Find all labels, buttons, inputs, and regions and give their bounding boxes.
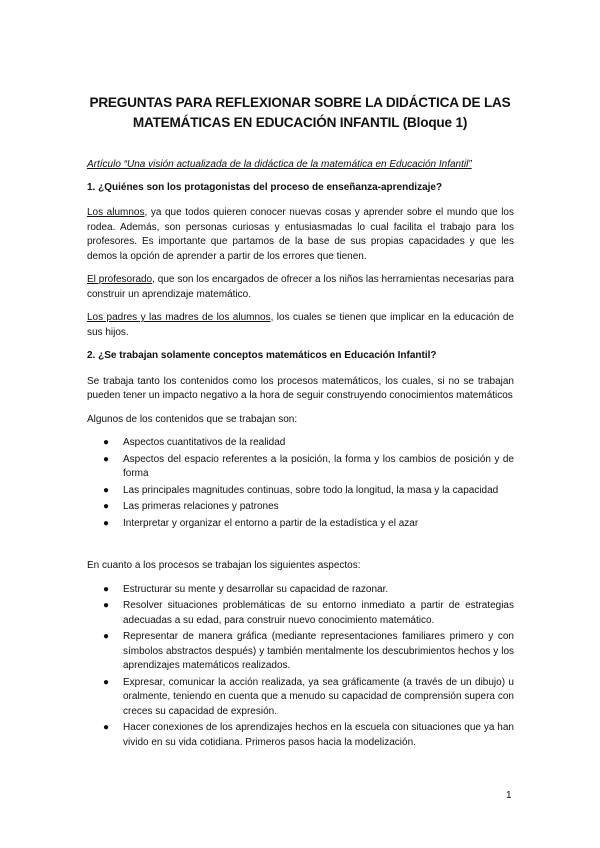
list-item: ● Estructurar su mente y desarrollar su capacidad de razonar. — [87, 583, 514, 598]
bullet-icon: ● — [103, 600, 110, 611]
list-item: ● Hacer conexiones de los aprendizajes hechos en la escuela con situaciones que ya han vivido en su vida cotidiana. Primeros pasos hacia la modelización. — [103, 722, 514, 748]
bullet-icon: ● — [103, 484, 110, 496]
question-1-heading: 1. ¿Quiénes son los protagonistas del proceso de enseñanza-aprendizaje? — [87, 181, 443, 193]
bullet-icon: ● — [103, 676, 110, 688]
title-line-2: MATEMÁTICAS EN EDUCACIÓN INFANTIL (Bloque 1) — [132, 115, 468, 130]
document-body — [87, 158, 514, 758]
list-item: ● Las primeras relaciones y patrones — [87, 500, 514, 515]
bullet-icon: ● — [103, 517, 110, 529]
bullet-icon: ● — [103, 631, 110, 642]
list-item: ● Aspectos del espacio referentes a la posición, la forma y los cambios de posición y de forma — [103, 453, 514, 479]
bullet-icon: ● — [103, 453, 110, 465]
paragraph-alumnos — [87, 206, 514, 264]
bullet-icon: ● — [103, 583, 110, 595]
bullet-icon: ● — [103, 437, 110, 448]
question-2-heading: 2. ¿Se trabajan solamente conceptos matemáticos en Educación Infantil? — [87, 350, 437, 361]
list-item: ● Las principales magnitudes continuas, sobre todo la longitud, la masa y la capacidad — [87, 484, 514, 499]
document-title — [88, 93, 512, 133]
paragraph-contenidos-procesos: Se trabaja tanto los contenidos como los procesos matemáticos, los cuales, si no se trabajan pueden tener un impacto negativo a la hora de seguir construyendo conocimientos matemáticos — [87, 375, 514, 401]
processes-intro: En cuanto a los procesos se trabajan los siguientes aspectos: — [87, 560, 361, 571]
paragraph-text: , los cuales se tienen que implicar en la educación de sus hijos. — [87, 312, 514, 338]
contents-intro: Algunos de los contenidos que se trabajan son: — [87, 413, 298, 425]
underlined-term: Los alumnos — [87, 207, 145, 218]
contents-list — [87, 436, 514, 531]
underlined-term: El profesorado — [87, 274, 153, 285]
title-line-1: PREGUNTAS PARA REFLEXIONAR SOBRE LA DIDÁCTICA DE LAS — [89, 95, 511, 110]
paragraph-profesorado — [87, 273, 514, 302]
processes-list — [87, 583, 514, 751]
blank-space — [87, 539, 514, 559]
list-item: ● Interpretar y organizar el entorno a partir de la estadística y el azar — [87, 517, 514, 532]
list-item: ● Expresar, comunicar la acción realizada, ya sea gráficamente (a través de un dibujo) u oralmente, teniendo en cuenta que a menudo su capacidad de comprensión supera con creces su capacidad de expresión. — [103, 676, 514, 717]
list-item: ● Representar de manera gráfica (mediante representaciones familiares primero y con símbolos abstractos después) y también mentalmente los descubrimientos hechos y los aprendizajes matemáticos realizados. — [103, 631, 514, 671]
underlined-term: Los padres y las madres de los alumnos — [87, 312, 271, 323]
paragraph-text: , ya que todos quieren conocer nuevas cosas y aprender sobre el mundo que los rodea. Además, son personas curiosas y entusiasmadas lo cual facilita el trabajo para los profesores. Es importante que partamos de la base de sus propias capacidades y que les demos la opción de aprender a partir de los errores que tienen. — [87, 207, 514, 262]
list-item: ● Resolver situaciones problemáticas de su entorno inmediato a partir de estrategias adecuadas a su edad, para construir nuevo conocimiento matemático. — [103, 600, 514, 626]
article-reference: Artículo “Una visión actualizada de la didáctica de la matemática en Educación Infantil” — [87, 159, 472, 170]
list-item: ● Aspectos cuantitativos de la realidad — [87, 436, 514, 451]
bullet-icon: ● — [103, 501, 110, 512]
bullet-icon: ● — [103, 722, 110, 733]
paragraph-padres — [87, 311, 514, 340]
page-number: 1 — [506, 790, 512, 801]
paragraph-text: , que son los encargados de ofrecer a los niños las herramientas necesarias para construir un aprendizaje matemático. — [87, 274, 514, 300]
